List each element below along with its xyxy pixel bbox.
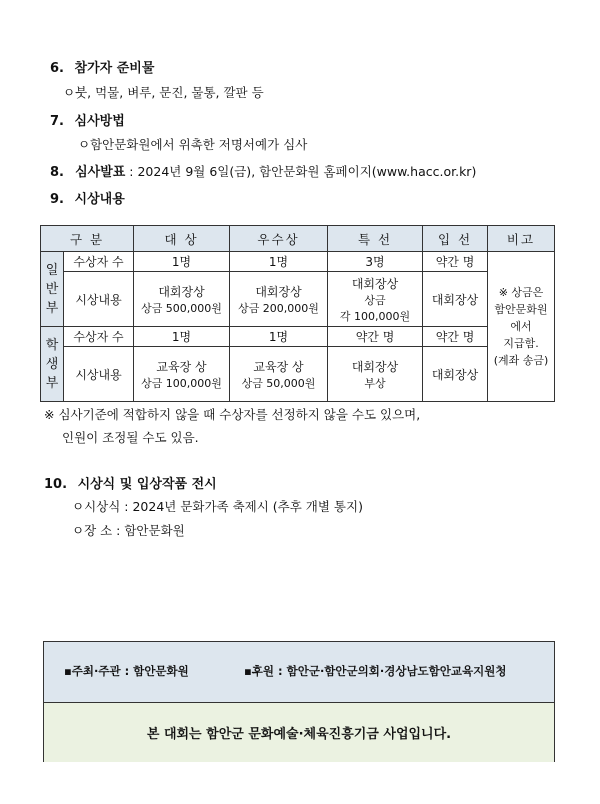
footnote-line-2: 인원이 조정될 수도 있음.	[62, 430, 199, 445]
section-10-item-1: ㅇ시상식 : 2024년 문화가족 축제시 (추후 개별 통지)	[72, 499, 363, 514]
prize-cell	[423, 347, 488, 402]
section-8-line	[50, 161, 476, 180]
prize-sub: 부상	[364, 376, 386, 390]
table-row	[41, 327, 555, 347]
division-char: 부	[45, 375, 59, 391]
division-char: 반	[45, 281, 59, 297]
remark-line: ※ 상금은	[498, 286, 544, 299]
header-excellence: 우수상	[230, 226, 328, 252]
prize-label: 시상내용	[64, 347, 134, 402]
remark-line: 에서	[510, 320, 532, 333]
remark-line: (계좌 송금)	[493, 354, 549, 367]
division-char: 학	[45, 337, 59, 353]
prize-main: 대회장상	[255, 284, 302, 299]
prize-label: 시상내용	[64, 272, 134, 327]
footer-box	[43, 641, 555, 762]
prize-main: 대회장상	[431, 367, 479, 382]
fund-text: 본 대회는 함안군 문화예술·체육진흥기금 사업입니다.	[146, 727, 452, 742]
header-category: 구 분	[41, 226, 134, 252]
division-char: 일	[45, 262, 59, 278]
prize-sub: 각 100,000원	[339, 309, 411, 323]
prize-cell	[328, 347, 423, 402]
header-remarks: 비고	[488, 226, 555, 252]
remarks-cell	[488, 252, 555, 402]
prize-cell	[328, 272, 423, 327]
section-title: 심사방법	[74, 114, 125, 129]
count-label: 수상자 수	[64, 252, 134, 272]
prize-main: 교육장 상	[156, 359, 207, 374]
general-division-label	[41, 252, 64, 327]
table-row	[41, 347, 555, 402]
prize-sub: 상금 200,000원	[238, 301, 319, 315]
prize-cell	[230, 272, 328, 327]
count-cell: 1명	[230, 327, 328, 347]
count-cell: 약간 명	[423, 327, 488, 347]
count-cell: 1명	[134, 252, 230, 272]
prize-main: 대회장상	[351, 276, 399, 291]
header-special: 특 선	[328, 226, 423, 252]
section-10-heading	[44, 473, 217, 492]
prize-main: 대회장상	[158, 284, 205, 299]
section-number: 9.	[50, 192, 64, 207]
count-cell: 1명	[230, 252, 328, 272]
section-number: 6.	[50, 61, 64, 76]
prize-cell	[134, 272, 230, 327]
host-text: ▪주최·주관 : 함안문화원	[64, 664, 189, 678]
section-title: 참가자 준비물	[74, 61, 155, 76]
section-title: 심사발표	[75, 165, 126, 180]
count-cell: 3명	[328, 252, 423, 272]
section-9-heading	[50, 188, 125, 207]
award-table	[40, 225, 555, 402]
prize-main: 대회장상	[431, 292, 479, 307]
section-title: 시상내용	[74, 192, 125, 207]
prize-cell	[423, 272, 488, 327]
organizer-panel	[44, 642, 554, 703]
section-number: 10.	[44, 477, 68, 492]
prize-cell	[134, 347, 230, 402]
count-cell: 약간 명	[423, 252, 488, 272]
prize-sub: 상금 50,000원	[241, 376, 316, 390]
count-cell: 약간 명	[328, 327, 423, 347]
division-char: 생	[45, 356, 59, 372]
remark-line: 지급함.	[503, 337, 539, 350]
prize-sub: 상금 500,000원	[141, 301, 222, 315]
table-row	[41, 252, 555, 272]
section-number: 7.	[50, 114, 64, 129]
fund-panel	[44, 703, 554, 762]
section-7-heading	[50, 110, 125, 129]
count-cell: 1명	[134, 327, 230, 347]
section-10-item-2: ㅇ장 소 : 함안문화원	[72, 523, 185, 538]
student-division-label	[41, 327, 64, 402]
prize-main: 교육장 상	[253, 359, 304, 374]
table-row	[41, 272, 555, 327]
section-6-item: ㅇ붓, 먹물, 벼루, 문진, 물통, 깔판 등	[63, 85, 264, 100]
header-grand-prize: 대 상	[134, 226, 230, 252]
prize-cell	[230, 347, 328, 402]
prize-main: 대회장상	[351, 359, 399, 374]
sponsor-text: ▪후원 : 함안군·함안군의회·경상남도함안교육지원청	[244, 664, 507, 678]
section-title: 시상식 및 입상작품 전시	[77, 477, 217, 492]
prize-sub: 상금 100,000원	[141, 376, 222, 390]
section-number: 8.	[50, 165, 64, 180]
remark-line: 함안문화원	[494, 303, 548, 316]
header-selected: 입 선	[423, 226, 488, 252]
section-7-item: ㅇ함안문화원에서 위촉한 저명서예가 심사	[78, 137, 308, 152]
section-6-heading	[50, 57, 154, 76]
footnote-line-1: ※ 심사기준에 적합하지 않을 때 수상자를 선정하지 않을 수도 있으며,	[44, 407, 421, 422]
division-char: 부	[45, 300, 59, 316]
table-header-row	[41, 226, 555, 252]
count-label: 수상자 수	[64, 327, 134, 347]
announcement-text: : 2024년 9월 6일(금), 함안문화원 홈페이지(www.hacc.or.kr)	[125, 164, 477, 179]
prize-sub: 상금	[364, 293, 386, 307]
